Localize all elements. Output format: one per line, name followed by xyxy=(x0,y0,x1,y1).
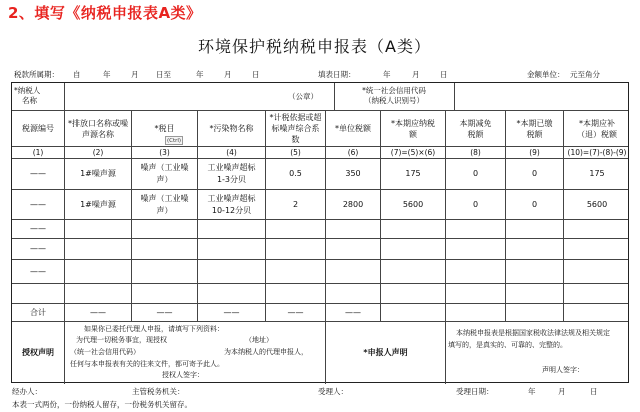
footer-year: 年 xyxy=(528,387,536,396)
table-cell[interactable]: 0 xyxy=(531,169,538,178)
table-cell[interactable]: —— xyxy=(30,169,46,178)
col-header-tax-due: *本期应补（退）税额 xyxy=(577,118,617,139)
authorization-line: 任何与本申报表有关的往来文件，都可寄予此人。 xyxy=(70,360,224,368)
table-cell[interactable]: 1#噪声源 xyxy=(80,199,116,209)
section-heading: 2、填写《纳税申报表A类》 xyxy=(8,4,202,22)
declaration-line: 本纳税申报表是根据国家税收法律法规及相关规定 xyxy=(456,329,610,337)
table-cell[interactable]: —— xyxy=(30,266,46,276)
authorization-line: （地址） xyxy=(245,336,273,344)
declaration-line: 填写的，是真实的、可靠的、完整的。 xyxy=(448,341,567,349)
table-cell[interactable]: 175 xyxy=(405,169,421,178)
col-header-source-id: 税源编号 xyxy=(22,124,54,133)
col-header-outlet-name: *排放口名称或噪声源名称 xyxy=(68,118,128,139)
table-cell[interactable]: 5600 xyxy=(402,199,424,209)
credit-code-label: *统一社会信用代码 （纳税人识别号） xyxy=(362,86,426,105)
taxpayer-name-label: *纳税人 名称 xyxy=(14,86,41,105)
footer-month: 月 xyxy=(558,387,566,396)
tax-return-table xyxy=(11,82,629,383)
unit-label: 金额单位： xyxy=(527,70,565,79)
table-cell[interactable]: 0 xyxy=(472,199,479,209)
authorization-label: 授权声明 xyxy=(22,348,54,357)
table-cell[interactable]: 5600 xyxy=(586,199,608,209)
table-cell[interactable]: 1#噪声源 xyxy=(80,169,116,178)
fill-date-label: 填表日期： xyxy=(318,70,356,79)
col-header-tax-item: *税目 xyxy=(154,124,175,133)
footer-day: 日 xyxy=(590,387,598,396)
col-index: (7)=(5)×(6) xyxy=(390,147,436,157)
fill-year: 年 xyxy=(383,70,391,79)
table-cell[interactable]: 0 xyxy=(472,169,479,178)
col-index: (5) xyxy=(290,147,301,157)
unit-value: 元至角分 xyxy=(570,70,600,79)
footer-receiver: 受理人： xyxy=(318,387,348,396)
total-label: 合计 xyxy=(30,307,46,317)
footer-note: 本表一式两份，一份纳税人留存，一份税务机关留存。 xyxy=(12,400,192,409)
period-month-2: 月 xyxy=(224,70,232,79)
col-header-tax-basis: *计税依据或超标噪声综合系数 xyxy=(269,113,322,144)
table-cell[interactable]: 350 xyxy=(345,169,361,178)
col-index: (9) xyxy=(529,147,540,157)
footer-agent: 经办人： xyxy=(12,387,42,396)
credit-code-field[interactable] xyxy=(455,85,629,109)
authorization-line: 为代理一切税务事宜，现授权 xyxy=(76,336,167,344)
col-index: (1) xyxy=(32,147,44,157)
period-day-2: 日 xyxy=(252,70,260,79)
form-title: 环境保护税纳税申报表（A类） xyxy=(198,37,431,56)
table-cell[interactable]: 噪声（工业噪声） xyxy=(140,163,189,184)
table-cell[interactable]: —— xyxy=(30,244,46,253)
col-header-pollutant-name: *污染物名称 xyxy=(209,124,254,133)
table-cell[interactable]: 0 xyxy=(531,199,538,209)
table-cell[interactable]: 2800 xyxy=(342,199,364,209)
authorization-line: 如果你已委托代理人申报，请填写下列资料： xyxy=(84,325,224,333)
col-index: (3) xyxy=(159,147,170,157)
table-cell[interactable]: 175 xyxy=(589,169,605,178)
col-header-tax-paid: *本期已缴税额 xyxy=(516,118,553,139)
col-header-tax-reduction: 本期减免税额 xyxy=(459,118,492,139)
fill-month: 月 xyxy=(412,70,420,79)
table-cell[interactable]: 工业噪声超标1-3分贝 xyxy=(207,163,256,184)
paste-options-icon[interactable]: (Ctrl) xyxy=(166,138,182,144)
col-header-unit-tax: *单位税额 xyxy=(335,124,371,133)
footer-accept-date: 受理日期： xyxy=(456,387,494,396)
period-month-1: 月 xyxy=(131,70,139,79)
col-index: (2) xyxy=(92,147,104,157)
declaration-label: *申报人声明 xyxy=(363,348,408,357)
table-cell[interactable]: 2 xyxy=(292,199,299,209)
table-cell[interactable]: 工业噪声超标10-12分贝 xyxy=(207,193,256,215)
authorizer-signature[interactable]: 授权人签字： xyxy=(162,371,204,379)
table-cell[interactable]: —— xyxy=(30,224,46,233)
table-cell: —— xyxy=(287,307,304,317)
declarant-signature[interactable]: 声明人签字： xyxy=(542,366,584,374)
table-cell[interactable]: 0.5 xyxy=(289,169,302,178)
seal-label: （公章） xyxy=(288,92,318,101)
table-cell: —— xyxy=(223,307,240,317)
period-label: 税款所属期： xyxy=(14,70,59,79)
period-from: 自 xyxy=(73,70,81,79)
table-cell[interactable]: 噪声（工业噪声） xyxy=(140,193,189,215)
period-year-1: 年 xyxy=(103,70,111,79)
fill-day: 日 xyxy=(440,70,448,79)
authorization-line: 为本纳税人的代理申报人， xyxy=(224,348,308,356)
period-year-2: 年 xyxy=(196,70,204,79)
table-cell: —— xyxy=(90,307,106,317)
col-index: (4) xyxy=(226,147,237,157)
table-cell[interactable]: —— xyxy=(30,199,46,209)
col-index: (8) xyxy=(470,147,481,157)
period-day-1: 日至 xyxy=(156,70,171,79)
table-cell: —— xyxy=(345,307,361,317)
col-index: (6) xyxy=(347,147,359,157)
col-header-tax-payable: *本期应纳税额 xyxy=(391,118,435,139)
col-index: (10)=(7)-(8)-(9) xyxy=(567,147,627,157)
table-cell: —— xyxy=(156,307,173,317)
footer-tax-authority: 主管税务机关： xyxy=(132,387,185,396)
authorization-line: （统一社会信用代码） xyxy=(70,348,140,356)
